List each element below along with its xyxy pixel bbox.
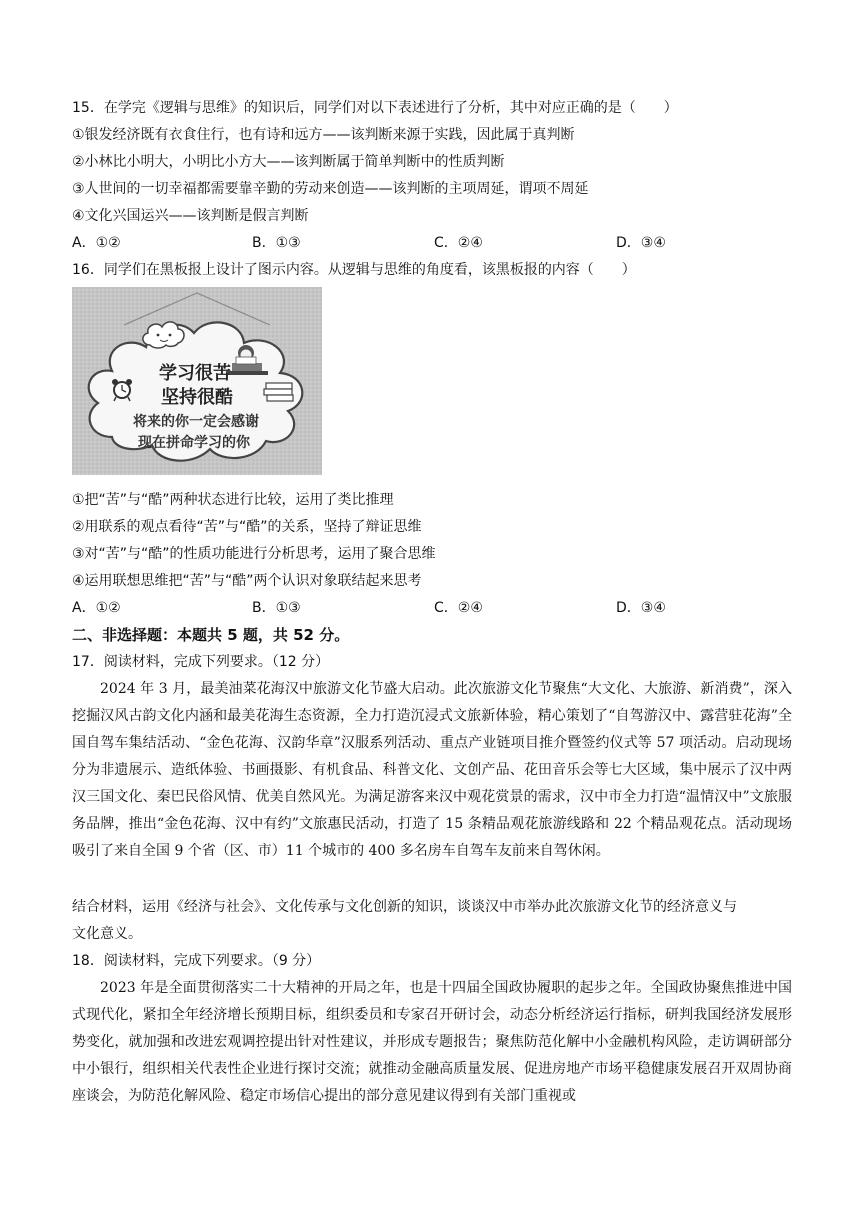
q15-item-1: ①银发经济既有衣食住行，也有诗和远方——该判断来源于实践，因此属于真判断 <box>72 127 575 143</box>
q16-option-b: B．①③ <box>252 600 301 616</box>
q15-option-c: C．②④ <box>434 235 483 251</box>
blackboard-figure <box>72 287 322 475</box>
figure-line-2: 坚持很酷 <box>161 387 233 408</box>
alarm-clock-icon <box>112 379 132 401</box>
q17-material: 2024 年 3 月，最美油菜花海汉中旅游文化节盛大启动。此次旅游文化节聚焦“大文化、大旅游、新消费”，深入挖掘汉风古韵文化内涵和最美花海生态资源，全力打造沉浸式文旅新体验，精心策划了“自驾游汉中、露营驻花海”全国自驾车集结活动、“金色花海、汉韵华章”汉服系列活动、重点产业链项目推介暨签约仪式等 57 项活动。启动现场分为非遗展示、造纸体验、书画摄影、有机食品、科普文化、文创产品、花田音乐会等七大区域，集中展示了汉中两汉三国文化、秦巴民俗风情、优美自然风光。为满足游客来汉中观花赏景的需求，汉中市全力打造“温情汉中”文旅服务品牌，推出“金色花海、汉中有约”文旅惠民活动，打造了 15 条精品观花旅游线路和 22 个精品观花点。活动现场吸引了来自全国 9 个省（区、市）11 个城市的 400 多名房车自驾车友前来自驾休闲。 <box>72 681 792 859</box>
q16-item-3: ③对“苦”与“酷”的性质功能进行分析思考，运用了聚合思维 <box>72 546 436 562</box>
section-heading: 二、非选择题：本题共 5 题，共 52 分。 <box>72 626 350 644</box>
q16-option-d: D．③④ <box>616 600 666 616</box>
q16-option-c: C．②④ <box>434 600 483 616</box>
q18-stem: 18．阅读材料，完成下列要求。（9 分） <box>72 953 321 969</box>
q15-item-3: ③人世间的一切幸福都需要靠辛勤的劳动来创造——该判断的主项周延，谓项不周延 <box>72 181 589 197</box>
books-icon <box>264 383 293 401</box>
q15-option-b: B．①③ <box>252 235 301 251</box>
q15-stem: 15．在学完《逻辑与思维》的知识后，同学们对以下表述进行了分析，其中对应正确的是（ ） <box>72 100 678 116</box>
q17-question-line-1: 结合材料，运用《经济与社会》、文化传承与文化创新的知识，谈谈汉中市举办此次旅游文化节的经济意义与 <box>72 899 737 915</box>
q15-option-d: D．③④ <box>616 235 666 251</box>
q18-material: 2023 年是全面贯彻落实二十大精神的开局之年，也是十四届全国政协履职的起步之年。全国政协聚焦推进中国式现代化，紧扣全年经济增长预期目标，组织委员和专家召开研讨会，动态分析经济运行指标，研判我国经济发展形势变化，就加强和改进宏观调控提出针对性建议，并形成专题报告；聚焦防范化解中小金融机构风险，走访调研部分中小银行，组织相关代表性企业进行探讨交流；就推动金融高质量发展、促进房地产市场平稳健康发展召开双周协商座谈会，为防范化解风险、稳定市场信心提出的部分意见建议得到有关部门重视或 <box>72 980 792 1104</box>
figure-line-3: 将来的你一定会感谢 <box>133 414 259 430</box>
q16-item-4: ④运用联想思维把“苦”与“酷”两个认识对象联结起来思考 <box>72 573 422 589</box>
q17-question-line-2: 文化意义。 <box>72 926 142 942</box>
q17-stem: 17．阅读材料，完成下列要求。（12 分） <box>72 654 330 670</box>
q16-item-2: ②用联系的观点看待“苦”与“酷”的关系，坚持了辩证思维 <box>72 519 422 535</box>
q15-item-2: ②小林比小明大，小明比小方大——该判断属于简单判断中的性质判断 <box>72 154 505 170</box>
figure-line-4: 现在拼命学习的你 <box>138 435 250 451</box>
q15-item-4: ④文化兴国运兴——该判断是假言判断 <box>72 208 309 224</box>
cloud-illustration <box>72 287 322 475</box>
q16-stem: 16．同学们在黑板报上设计了图示内容。从逻辑与思维的角度看，该黑板报的内容（ ） <box>72 262 636 278</box>
figure-line-1: 学习很苦 <box>159 363 231 384</box>
q16-option-a: A．①② <box>72 600 121 616</box>
q16-item-1: ①把“苦”与“酷”两种状态进行比较，运用了类比推理 <box>72 492 394 508</box>
q15-option-a: A．①② <box>72 235 121 251</box>
